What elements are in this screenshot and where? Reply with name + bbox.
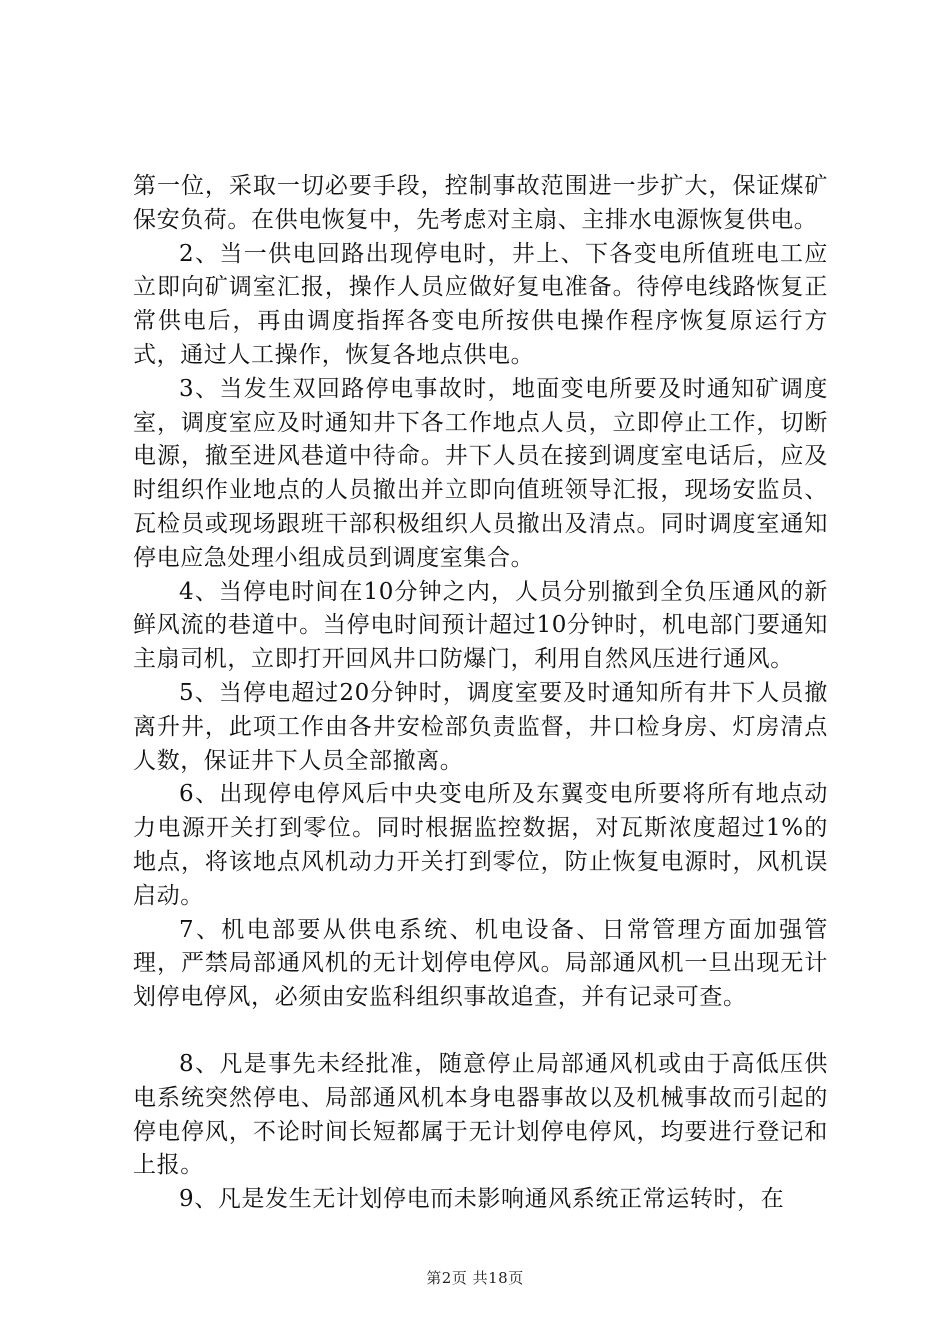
paragraph-item-4: 4、当停电时间在10分钟之内，人员分别撤到全负压通风的新鲜风流的巷道中。当停电时间预计超过10分钟时，机电部门要通知主扇司机，立即打开回风井口防爆门，利用自然风压进行通风。 — [133, 578, 828, 673]
paragraph-item-7: 7、机电部要从供电系统、机电设备、日常管理方面加强管理，严禁局部通风机的无计划停电停风。局部通风机一旦出现无计划停电停风，必须由安监科组织事故追查，并有记录可查。 — [133, 916, 828, 1011]
paragraph-continuation: 第一位，采取一切必要手段，控制事故范围进一步扩大，保证煤矿保安负荷。在供电恢复中，先考虑对主扇、主排水电源恢复供电。 — [133, 173, 828, 233]
paragraph-item-6: 6、出现停电停风后中央变电所及东翼变电所要将所有地点动力电源开关打到零位。同时根据监控数据，对瓦斯浓度超过1%的地点，将该地点风机动力开关打到零位，防止恢复电源时，风机误启动。 — [133, 781, 828, 909]
paragraph-item-2: 2、当一供电回路出现停电时，井上、下各变电所值班电工应立即向矿调室汇报，操作人员应做好复电准备。待停电线路恢复正常供电后，再由调度指挥各变电所按供电操作程序恢复原运行方式，通过人工操作，恢复各地点供电。 — [133, 240, 828, 368]
document-body — [133, 170, 828, 1217]
paragraph-item-5: 5、当停电超过20分钟时，调度室要及时通知所有井下人员撤离升井，此项工作由各井安检部负责监督，井口检身房、灯房清点人数，保证井下人员全部撤离。 — [133, 679, 828, 774]
paragraph-item-3: 3、当发生双回路停电事故时，地面变电所要及时通知矿调度室，调度室应及时通知井下各工作地点人员，立即停止工作，切断电源，撤至进风巷道中待命。井下人员在接到调度室电话后，应及时组织作业地点的人员撤出并立即向值班领导汇报，现场安监员、瓦检员或现场跟班干部积极组织人员撤出及清点。同时调度室通知停电应急处理小组成员到调度室集合。 — [133, 375, 828, 571]
paragraph-item-9: 9、凡是发生无计划停电而未影响通风系统正常运转时，在 — [179, 1186, 785, 1213]
page-number-footer: 第2页 共18页 — [426, 1269, 524, 1287]
paragraph-item-8: 8、凡是事先未经批准，随意停止局部通风机或由于高低压供电系统突然停电、局部通风机本身电器事故以及机械事故而引起的停电停风，不论时间长短都属于无计划停电停风，均要进行登记和上报。 — [133, 1050, 828, 1179]
